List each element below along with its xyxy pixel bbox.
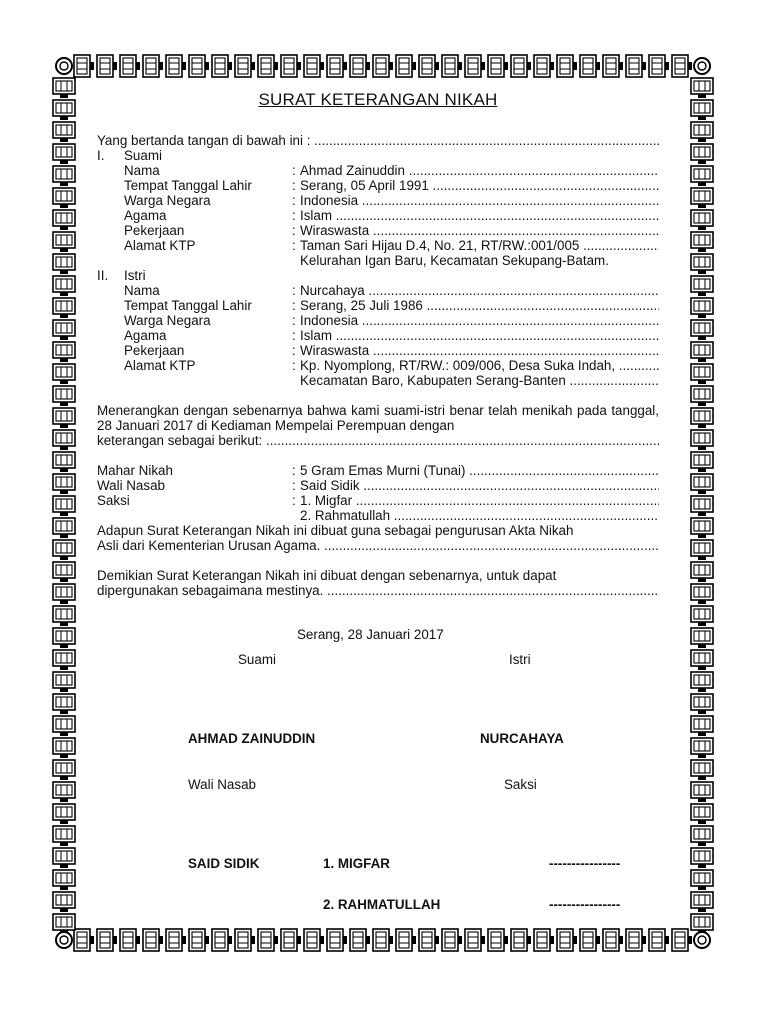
field-label: Nama bbox=[124, 283, 160, 298]
document-title: SURAT KETERANGAN NIKAH bbox=[258, 90, 498, 109]
suami-name: AHMAD ZAINUDDIN bbox=[188, 731, 316, 746]
paragraph-last-line: Asli dari Kementerian Urusan Agama. ..... bbox=[97, 538, 659, 553]
saksi-row: Saksi : 1. Migfar ..... bbox=[97, 493, 659, 508]
istri-label: Istri bbox=[509, 652, 531, 667]
field-value: Indonesia ..... bbox=[300, 193, 659, 208]
field-label: Pekerjaan bbox=[124, 223, 185, 238]
istri-fields bbox=[97, 283, 659, 373]
mahar-row: Mahar Nikah : 5 Gram Emas Murni (Tunai) ..... bbox=[97, 463, 659, 478]
field-value: Serang, 25 Juli 1986 ..... bbox=[300, 298, 659, 313]
section-heading: Istri bbox=[124, 268, 146, 283]
paragraph-text: Demikian Surat Keterangan Nikah ini dibuat dengan sebenarnya, untuk dapat bbox=[97, 568, 557, 583]
document-body bbox=[97, 92, 659, 598]
field-value: Taman Sari Hijau D.4, No. 21, RT/RW.:001/005 ..... bbox=[300, 238, 659, 253]
field-label: Alamat KTP bbox=[124, 358, 196, 373]
field-label: Nama bbox=[124, 163, 160, 178]
field-label: Wali Nasab bbox=[97, 478, 165, 493]
field-value: Islam ..... bbox=[300, 328, 659, 343]
wali-row: Wali Nasab : Said Sidik ..... bbox=[97, 478, 659, 493]
field-label: Warga Negara bbox=[124, 193, 211, 208]
intro-text: Yang bertanda tangan di bawah ini : ..... bbox=[97, 133, 659, 148]
field-value: Islam ..... bbox=[300, 208, 659, 223]
section-number: I. bbox=[97, 148, 105, 163]
suami-field-row: Pekerjaan : Wiraswasta ..... bbox=[97, 223, 659, 238]
paragraph-last-line: dipergunakan sebagaimana mestinya. ..... bbox=[97, 583, 659, 598]
field-value: 5 Gram Emas Murni (Tunai) ..... bbox=[300, 463, 659, 478]
wali-label: Wali Nasab bbox=[188, 777, 256, 792]
paragraph-last-line: keterangan sebagai berikut: ..... bbox=[97, 433, 659, 448]
suami-field-row: Alamat KTP : Taman Sari Hijau D.4, No. 21, RT/RW.:001/005 ..... bbox=[97, 238, 659, 253]
saksi2-sign-line: ---------------- bbox=[549, 897, 621, 912]
place-date: Serang, 28 Januari 2017 bbox=[297, 627, 444, 642]
demikian-paragraph bbox=[97, 568, 659, 598]
field-label: Warga Negara bbox=[124, 313, 211, 328]
paragraph-text: Menerangkan dengan sebenarnya bahwa kami suami-istri benar telah menikah pada tanggal, 28 Januari 2017 di Kediaman Mempelai Perempuan dengan bbox=[97, 403, 659, 433]
istri-name: NURCAHAYA bbox=[480, 731, 564, 746]
field-label: Agama bbox=[124, 208, 167, 223]
section-number: II. bbox=[97, 268, 109, 283]
field-label: Pekerjaan bbox=[124, 343, 185, 358]
saksi-row-2 bbox=[97, 508, 659, 523]
section-heading: Suami bbox=[124, 148, 162, 163]
istri-field-row: Agama : Islam ..... bbox=[97, 328, 659, 343]
menerangkan-paragraph bbox=[97, 403, 659, 448]
saksi1-sign-line: ---------------- bbox=[549, 856, 621, 871]
saksi2-name: 2. RAHMATULLAH bbox=[323, 897, 441, 912]
field-value: Serang, 05 April 1991 ..... bbox=[300, 178, 659, 193]
field-value: Ahmad Zainuddin ..... bbox=[300, 163, 659, 178]
field-value: Indonesia ..... bbox=[300, 313, 659, 328]
saksi1-name: 1. MIGFAR bbox=[323, 856, 390, 871]
saksi-label: Saksi bbox=[504, 777, 537, 792]
adapun-paragraph bbox=[97, 523, 659, 553]
field-value: Kp. Nyomplong, RT/RW.: 009/006, Desa Suka Indah, ..... bbox=[300, 358, 659, 373]
alamat-continuation: Kelurahan Igan Baru, Kecamatan Sekupang-Batam. bbox=[300, 253, 609, 268]
field-label: Saksi bbox=[97, 493, 130, 508]
field-value: 2. Rahmatullah ..... bbox=[300, 508, 659, 523]
suami-field-row: Agama : Islam ..... bbox=[97, 208, 659, 223]
paragraph-text: Adapun Surat Keterangan Nikah ini dibuat guna sebagai pengurusan Akta Nikah bbox=[97, 523, 574, 538]
istri-field-row: Warga Negara : Indonesia ..... bbox=[97, 313, 659, 328]
istri-field-row: Nama : Nurcahaya ..... bbox=[97, 283, 659, 298]
istri-field-row: Pekerjaan : Wiraswasta ..... bbox=[97, 343, 659, 358]
field-label: Tempat Tanggal Lahir bbox=[124, 298, 252, 313]
suami-field-row: Tempat Tanggal Lahir : Serang, 05 April 1991 ..... bbox=[97, 178, 659, 193]
istri-field-row: Tempat Tanggal Lahir : Serang, 25 Juli 1986 ..... bbox=[97, 298, 659, 313]
wali-name: SAID SIDIK bbox=[188, 856, 260, 871]
alamat-continuation: Kecamatan Baro, Kabupaten Serang-Banten ..... bbox=[300, 373, 659, 388]
istri-field-row: Alamat KTP : Kp. Nyomplong, RT/RW.: 009/006, Desa Suka Indah, ..... bbox=[97, 358, 659, 373]
field-label: Mahar Nikah bbox=[97, 463, 173, 478]
field-value: Nurcahaya ..... bbox=[300, 283, 659, 298]
suami-alamat-line2 bbox=[97, 253, 659, 268]
field-value: 1. Migfar ..... bbox=[300, 493, 659, 508]
suami-fields bbox=[97, 163, 659, 253]
suami-field-row: Nama : Ahmad Zainuddin ..... bbox=[97, 163, 659, 178]
section-suami-heading bbox=[97, 148, 659, 163]
field-label: Agama bbox=[124, 328, 167, 343]
field-value: Wiraswasta ..... bbox=[300, 223, 659, 238]
istri-alamat-line2 bbox=[97, 373, 659, 388]
suami-label: Suami bbox=[238, 652, 276, 667]
field-label: Alamat KTP bbox=[124, 238, 196, 253]
field-label: Tempat Tanggal Lahir bbox=[124, 178, 252, 193]
suami-field-row: Warga Negara : Indonesia ..... bbox=[97, 193, 659, 208]
section-istri-heading bbox=[97, 268, 659, 283]
field-value: Wiraswasta ..... bbox=[300, 343, 659, 358]
field-value: Said Sidik ..... bbox=[300, 478, 659, 493]
intro-line bbox=[97, 133, 659, 148]
